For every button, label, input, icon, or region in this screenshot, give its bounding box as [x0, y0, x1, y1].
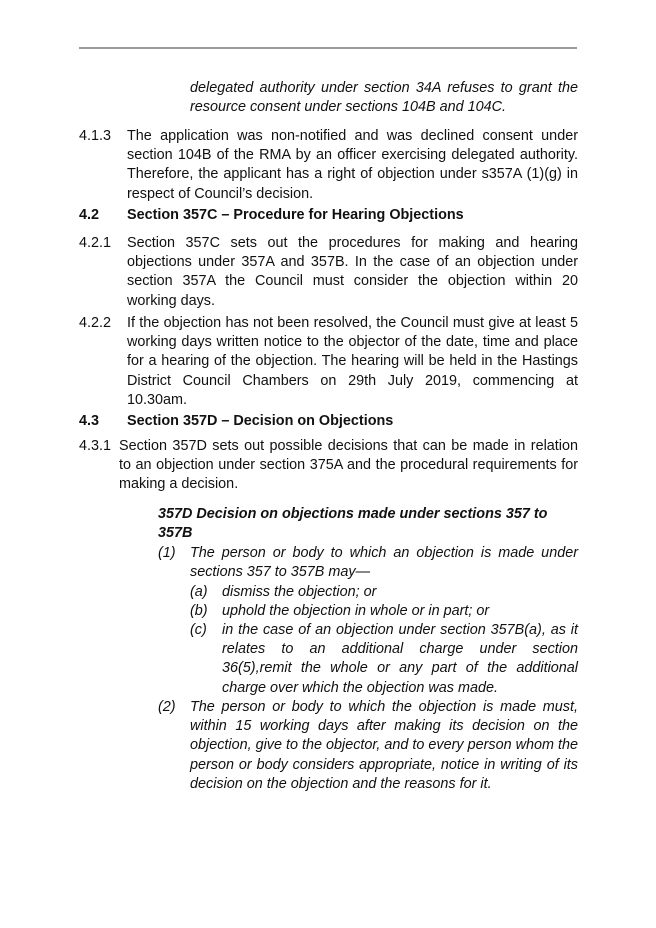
section-title: Section 357C – Procedure for Hearing Objections	[127, 207, 464, 223]
section-number: 4.3	[79, 413, 100, 429]
item-label: (2)	[158, 699, 176, 715]
continuation-fragment	[190, 79, 578, 117]
statute-heading: 357D Decision on objections made under sections 357 to 357B	[158, 506, 548, 542]
statute-subitem-a	[190, 583, 578, 602]
section-number: 4.2	[79, 207, 100, 223]
paragraph-4-1-3	[79, 127, 578, 204]
statute-item-2	[158, 698, 578, 794]
subitem-text: uphold the objection in whole or in part; or	[222, 603, 490, 619]
paragraph-4-2-2	[79, 314, 578, 410]
paragraph-text: Section 357C sets out the procedures for making and hearing objections under 357A and 357B. In the case of an objection under section 357A the Council must consider the objection within 20 working days.	[127, 235, 578, 309]
fragment-text: delegated authority under section 34A refuses to grant the resource consent under sections 104B and 104C.	[190, 80, 578, 116]
section-heading-4-3	[79, 412, 578, 431]
paragraph-number: 4.2.2	[79, 315, 112, 331]
paragraph-text: Section 357D sets out possible decisions that can be made in relation to an objection under section 375A and the procedural requirements for making a decision.	[119, 438, 578, 493]
paragraph-4-2-1	[79, 234, 578, 311]
paragraph-number: 4.1.3	[79, 128, 112, 144]
statute-subitem-c	[190, 621, 578, 698]
header-rule	[79, 47, 577, 49]
subitem-label: (b)	[190, 603, 208, 619]
item-label: (1)	[158, 545, 176, 561]
statute-quote-heading-block	[158, 505, 578, 543]
subitem-label: (c)	[190, 622, 207, 638]
statute-subitem-b	[190, 602, 578, 621]
paragraph-text: If the objection has not been resolved, the Council must give at least 5 working days written notice to the objector of the date, time and place for a hearing of the objection. The hearing will be held in the Hastings District Council Chambers on 29th July 2019, commencing at 10.30am.	[127, 315, 578, 408]
subitem-text: dismiss the objection; or	[222, 584, 377, 600]
item-text: The person or body to which the objection is made must, within 15 working days after making its decision on the objection, give to the objector, and to every person whom the person or body considers appropriate, notice in writing of its decision on the objection and the reasons for it.	[190, 699, 578, 792]
section-title: Section 357D – Decision on Objections	[127, 413, 394, 429]
subitem-label: (a)	[190, 584, 208, 600]
paragraph-4-3-1	[79, 437, 578, 495]
item-text: The person or body to which an objection is made under sections 357 to 357B may—	[190, 545, 578, 581]
subitem-text: in the case of an objection under section 357B(a), as it relates to an additional charge under section 36(5),remit the whole or any part of the additional charge over which the objection was made.	[222, 622, 578, 696]
paragraph-number: 4.2.1	[79, 235, 112, 251]
section-heading-4-2	[79, 206, 578, 225]
paragraph-number: 4.3.1	[79, 438, 112, 454]
paragraph-text: The application was non-notified and was declined consent under section 104B of the RMA by an officer exercising delegated authority. Therefore, the applicant has a right of objection under s357A (1)(g) in respect of Council’s decision.	[127, 128, 578, 202]
statute-item-1	[158, 544, 578, 582]
